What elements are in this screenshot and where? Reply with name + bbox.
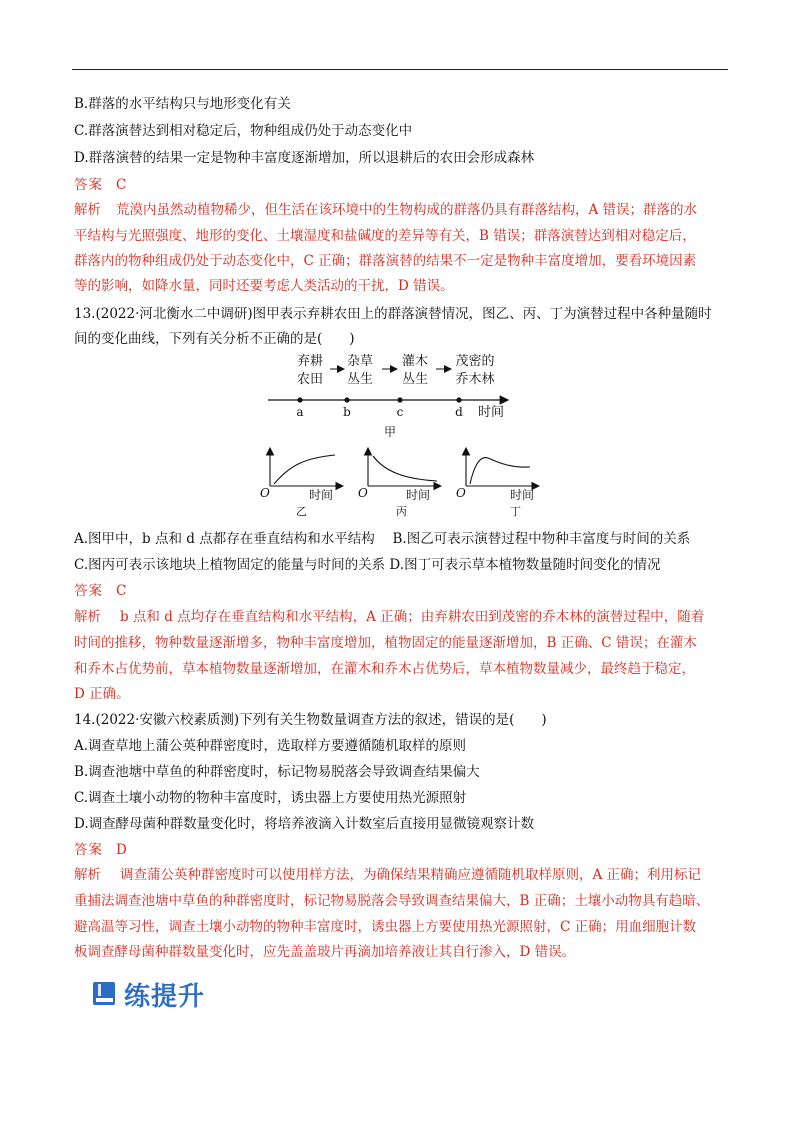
stage-3-line2: 丛生 [401, 372, 429, 387]
q14-analysis-line: 避高温等习性，调查土壤小动物的物种丰富度时，诱虫器上方要使用热光源照射，C 正确；用血细胞计数 [74, 919, 697, 935]
q14-analysis-line: 板调查酵母菌种群数量变化时，应先盖盖玻片再滴加培养液让其自行渗入，D 错误。 [74, 944, 576, 960]
q13-analysis-line: 和乔木占优势前，草本植物数量逐渐增加，在灌木和乔木占优势后，草本植物数量减少，最终趋于稳定， [74, 661, 695, 677]
q13-answer [74, 582, 127, 600]
q12-answer [74, 176, 127, 194]
point-c: c [396, 405, 404, 419]
q12-analysis-line [74, 201, 697, 219]
q13-analysis-line: 时间的推移，物种数量逐渐增多，物种丰富度增加，植物固定的能量逐渐增加，B 正确、C 错误；在灌木 [74, 635, 697, 651]
answer-label: 答案 [74, 583, 103, 599]
graph-ding-caption: 丁 [510, 505, 521, 518]
graph-ding-xlabel: 时间 [510, 488, 535, 502]
stage-2-line2: 丛生 [346, 372, 374, 387]
graph-yi-caption: 乙 [296, 505, 307, 518]
analysis-text: 荒漠内虽然动植物稀少，但生活在该环境中的生物构成的群落仍具有群落结构，A 错误；群落的水 [116, 202, 698, 218]
header-rule [72, 69, 728, 70]
section-title: 练提升 [124, 981, 206, 1012]
q13-analysis-line [74, 608, 704, 626]
q14-analysis-line [74, 866, 701, 884]
stage-1-line2: 农田 [296, 372, 324, 387]
point-a: a [296, 405, 304, 419]
stage-3-line1: 灌木 [401, 354, 429, 369]
book-icon [92, 981, 118, 1007]
q14-answer [74, 841, 128, 859]
point-d: d [455, 405, 463, 419]
graph-bing-origin: O [358, 486, 368, 500]
graph-yi-xlabel: 时间 [309, 488, 334, 502]
graph-yi-origin: O [260, 486, 270, 500]
analysis-label: 解析 [74, 202, 101, 218]
graph-bing-caption: 丙 [396, 505, 407, 518]
q12-option-d: D.群落演替的结果一定是物种丰富度逐渐增加，所以退耕后的农田会形成森林 [74, 150, 535, 166]
analysis-label: 解析 [74, 867, 101, 883]
answer-label: 答案 [74, 177, 103, 193]
q13-stem: 13.(2022·河北衡水二中调研)图甲表示弃耕农田上的群落演替情况，图乙、丙、丁为演替过程中各种量随时 [74, 306, 712, 322]
answer-label: 答案 [74, 842, 103, 858]
q14-option-b: B.调查池塘中草鱼的种群密度时，标记物易脱落会导致调查结果偏大 [74, 764, 480, 780]
graph-bing-xlabel: 时间 [406, 488, 431, 502]
stage-1-line1: 弃耕 [296, 354, 324, 369]
q13-stem: 间的变化曲线，下列有关分析不正确的是( ) [74, 331, 355, 347]
q14-option-d: D.调查酵母菌种群数量变化时，将培养液滴入计数室后直接用显微镜观察计数 [74, 816, 535, 832]
q12-analysis-line: 平结构与光照强度、地形的变化、土壤湿度和盐碱度的差异等有关，B 错误；群落演替达到相对稳定后， [74, 228, 696, 244]
analysis-text: b 点和 d 点均存在垂直结构和水平结构，A 正确；由弃耕农田到茂密的乔木林的演替过程中，随着 [120, 609, 705, 625]
axis-label-time: 时间 [477, 405, 505, 420]
q12-option-c: C.群落演替达到相对稳定后，物种组成仍处于动态变化中 [74, 123, 413, 139]
q14-option-c: C.调查土壤小动物的物种丰富度时，诱虫器上方要使用热光源照射 [74, 790, 467, 806]
q14-stem: 14.(2022·安徽六校素质测)下列有关生物数量调查方法的叙述，错误的是( ) [74, 712, 547, 728]
answer-value: D [116, 842, 128, 858]
section-heading [92, 974, 205, 1014]
stage-4-line1: 茂密的 [455, 354, 495, 369]
q12-analysis-line: 等的影响，如降水量，同时还要考虑人类活动的干扰，D 错误。 [74, 278, 454, 294]
point-b: b [343, 405, 351, 419]
stage-2-line1: 杂草 [346, 354, 374, 369]
q13-options-cd: C.图丙可表示该地块上植物固定的能量与时间的关系 D.图丁可表示草本植物数量随时间变化的情况 [74, 557, 661, 573]
q13-analysis-line: D 正确。 [74, 686, 130, 702]
q13-options-ab: A.图甲中，b 点和 d 点都存在垂直结构和水平结构 B.图乙可表示演替过程中物种丰富度与时间的关系 [74, 531, 691, 547]
answer-value: C [116, 583, 128, 599]
q14-option-a: A.调查草地上蒲公英种群密度时，选取样方要遵循随机取样的原则 [74, 738, 467, 754]
answer-value: C [116, 177, 128, 193]
analysis-label: 解析 [74, 609, 101, 625]
analysis-text: 调查蒲公英种群密度时可以使用样方法，为确保结果精确应遵循随机取样原则，A 正确；利用标记 [120, 867, 702, 883]
figure-caption-jia: 甲 [383, 425, 397, 439]
stage-4-line2: 乔木林 [455, 372, 495, 387]
q14-analysis-line: 重捕法调查池塘中草鱼的种群密度时，标记物易脱落会导致调查结果偏大，B 正确；土壤小动物具有趋暗、 [74, 893, 710, 909]
q12-option-b: B.群落的水平结构只与地形变化有关 [74, 96, 291, 112]
q12-analysis-line: 群落内的物种组成仍处于动态变化中，C 正确；群落演替的结果不一定是物种丰富度增加，要看环境因素 [74, 253, 697, 269]
graph-ding-origin: O [456, 486, 466, 500]
